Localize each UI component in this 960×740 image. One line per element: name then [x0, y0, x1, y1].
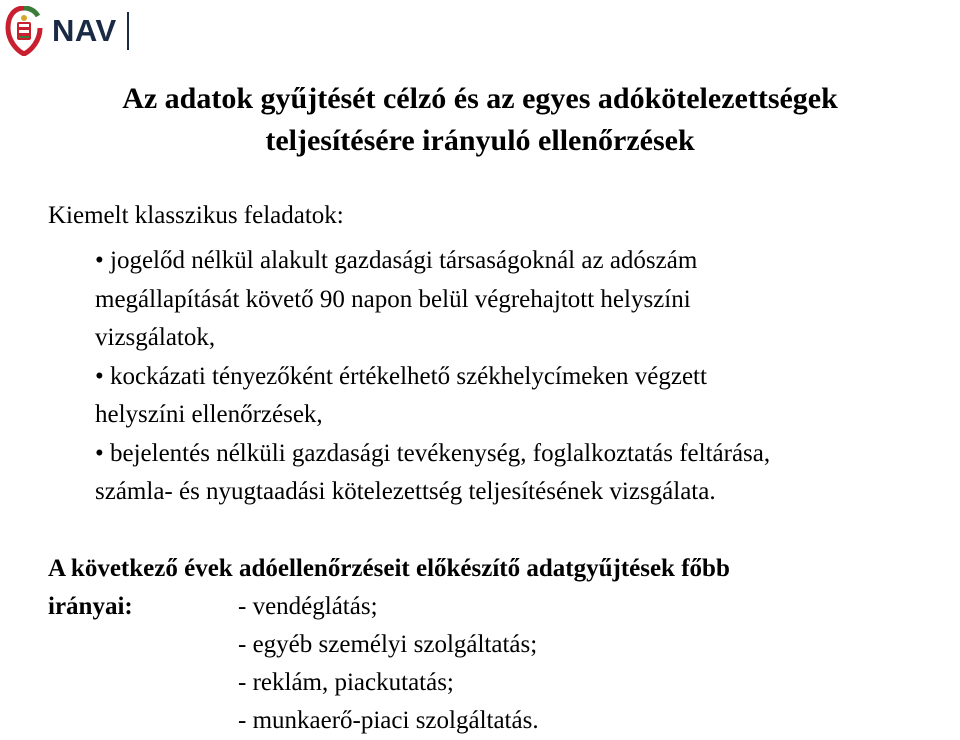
- data-collection-directions-list: [238, 588, 539, 740]
- list-line: helyszíni ellenőrzések,: [95, 401, 323, 428]
- title-line-1: Az adatok gyűjtését célzó és az egyes adókötelezettségek: [122, 82, 838, 115]
- section-heading-data-collection-continued: irányai:: [48, 593, 133, 620]
- list-item: - egyéb személyi szolgáltatás;: [238, 631, 538, 658]
- nav-logo: [4, 4, 129, 58]
- section-heading-classic-tasks: Kiemelt klasszikus feladatok:: [48, 202, 344, 229]
- logo-text: NAV: [52, 13, 117, 48]
- title-line-2: teljesítésére irányuló ellenőrzések: [265, 124, 695, 157]
- list-line: megállapítását követő 90 napon belül végrehajtott helyszíni: [95, 285, 691, 313]
- nav-crest-icon: [4, 6, 44, 56]
- list-item: - reklám, piackutatás;: [238, 669, 454, 696]
- list-line: • bejelentés nélküli gazdasági tevékenység, foglalkoztatás feltárása,: [95, 439, 771, 467]
- list-item: - vendéglátás;: [238, 593, 378, 620]
- list-line: • kockázati tényezőként értékelhető székhelycímeken végzett: [95, 362, 707, 390]
- logo-separator: [127, 12, 129, 50]
- list-line: vizsgálatok,: [95, 324, 216, 351]
- list-line: • jogelőd nélkül alakult gazdasági társaságoknál az adószám: [95, 247, 698, 274]
- page-title: [0, 78, 960, 162]
- list-item: - munkaerő-piaci szolgáltatás.: [238, 707, 539, 734]
- list-line: számla- és nyugtaadási kötelezettség teljesítésének vizsgálata.: [95, 478, 716, 505]
- classic-tasks-list: [95, 242, 770, 512]
- section-heading-data-collection: A következő évek adóellenőrzéseit előkészítő adatgyűjtések főbb: [48, 555, 730, 582]
